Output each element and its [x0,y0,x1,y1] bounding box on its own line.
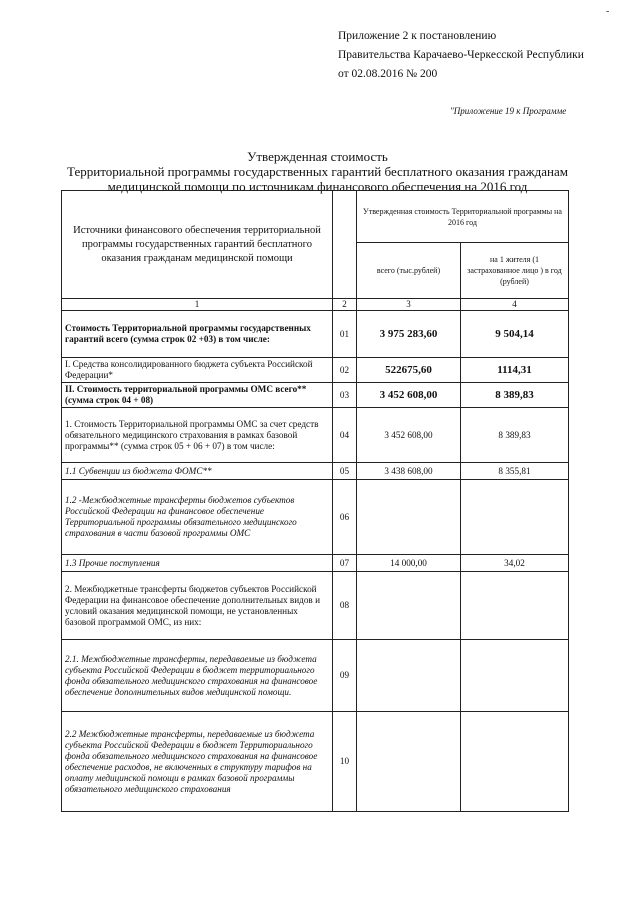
table-row [62,712,569,812]
row-per-capita: 34,02 [461,555,569,572]
row-total: 14 000,00 [357,555,461,572]
col-number: 4 [461,299,569,311]
appendix-line-1: Приложение 2 к постановлению [338,30,497,42]
row-label: 1.1 Субвенции из бюджета ФОМС** [62,463,333,480]
title-line-2: Территориальной программы государственных гарантий бесплатного оказания гражданам [67,164,568,179]
header-source: Источники финансового обеспечения территориальной программы государственных гарантий бесплатного оказания гражданам медицинской помощи [62,191,333,299]
row-code: 05 [333,463,357,480]
row-per-capita: 1114,31 [461,358,569,383]
header-per-capita: на 1 жителя (1 застрахованное лицо ) в год (рублей) [461,243,569,299]
row-label: 1.2 -Межбюджетные трансферты бюджетов субъектов Российской Федерации на финансовое обеспечение Территориальной программы обязательного медицинского страхования в части базовой программы ОМС [62,480,333,555]
row-code: 07 [333,555,357,572]
row-code: 09 [333,640,357,712]
row-total: 522675,60 [357,358,461,383]
row-per-capita [461,572,569,640]
row-label: 2. Межбюджетные трансферты бюджетов субъектов Российской Федерации на финансовое обеспечение дополнительных видов и условий оказания медицинской помощи, не установленных базовой программой ОМС, из них: [62,572,333,640]
row-code: 01 [333,311,357,358]
header-approved: Утвержденная стоимость Территориальной программы на 2016 год [357,191,569,243]
table-body [62,311,569,812]
row-total [357,712,461,812]
row-label: 1.3 Прочие поступления [62,555,333,572]
header-code-blank [333,191,357,299]
table-row [62,408,569,463]
row-total: 3 975 283,60 [357,311,461,358]
row-per-capita [461,480,569,555]
row-total [357,640,461,712]
row-total [357,572,461,640]
row-code: 10 [333,712,357,812]
row-label: 2.1. Межбюджетные трансферты, передаваемые из бюджета субъекта Российской Федерации в бюджет территориального фонда обязательного медицинского страхования на финансовое обеспечение дополнительных видов медицинской помощи. [62,640,333,712]
row-code: 04 [333,408,357,463]
table-row [62,358,569,383]
row-label: II. Стоимость территориальной программы ОМС всего** (сумма строк 04 + 08) [62,383,333,408]
table-row [62,383,569,408]
row-total [357,480,461,555]
title-line-3: медицинской помощи по источникам финансового обеспечения на 2016 год [107,179,528,194]
table-row [62,572,569,640]
row-per-capita [461,640,569,712]
col-number: 2 [333,299,357,311]
title-line-1: Утвержденная стоимость [247,149,388,164]
row-code: 02 [333,358,357,383]
table-row [62,555,569,572]
header-total: всего (тыс.рублей) [357,243,461,299]
corner-mark: - [606,6,610,17]
cost-table [61,190,569,812]
row-label: I. Средства консолидированного бюджета субъекта Российской Федерации* [62,358,333,383]
table-row [62,640,569,712]
row-total: 3 452 608,00 [357,408,461,463]
col-number: 3 [357,299,461,311]
row-per-capita: 8 355,81 [461,463,569,480]
row-per-capita [461,712,569,812]
row-per-capita: 9 504,14 [461,311,569,358]
row-total: 3 438 608,00 [357,463,461,480]
document-title [60,149,575,194]
row-total: 3 452 608,00 [357,383,461,408]
row-label: 2.2 Межбюджетные трансферты, передаваемые из бюджета субъекта Российской Федерации в бюджет Территориального фонда обязательного медицинского страхования на финансовое обеспечение расходов, не включенных в структуру тарифов на оплату медицинской помощи в рамках базовой программы обязательного медицинского страхования [62,712,333,812]
appendix-header [338,27,584,84]
row-label: Стоимость Территориальной программы государственных гарантий всего (сумма строк 02 +03) в том числе: [62,311,333,358]
table-row [62,311,569,358]
row-label: 1. Стоимость Территориальной программы ОМС за счет средств обязательного медицинского страхования в рамках базовой программы** (сумма строк 05 + 06 + 07) в том числе: [62,408,333,463]
table-row [62,463,569,480]
appendix-line-3: от 02.08.2016 № 200 [338,68,438,80]
appendix-line-2: Правительства Карачаево-Черкесской Республики [338,49,584,61]
col-number: 1 [62,299,333,311]
row-per-capita: 8 389,83 [461,408,569,463]
row-code: 03 [333,383,357,408]
column-number-row [62,299,569,311]
row-code: 08 [333,572,357,640]
row-per-capita: 8 389,83 [461,383,569,408]
sub-appendix-note: "Приложение 19 к Программе [450,106,567,116]
table-row [62,480,569,555]
row-code: 06 [333,480,357,555]
